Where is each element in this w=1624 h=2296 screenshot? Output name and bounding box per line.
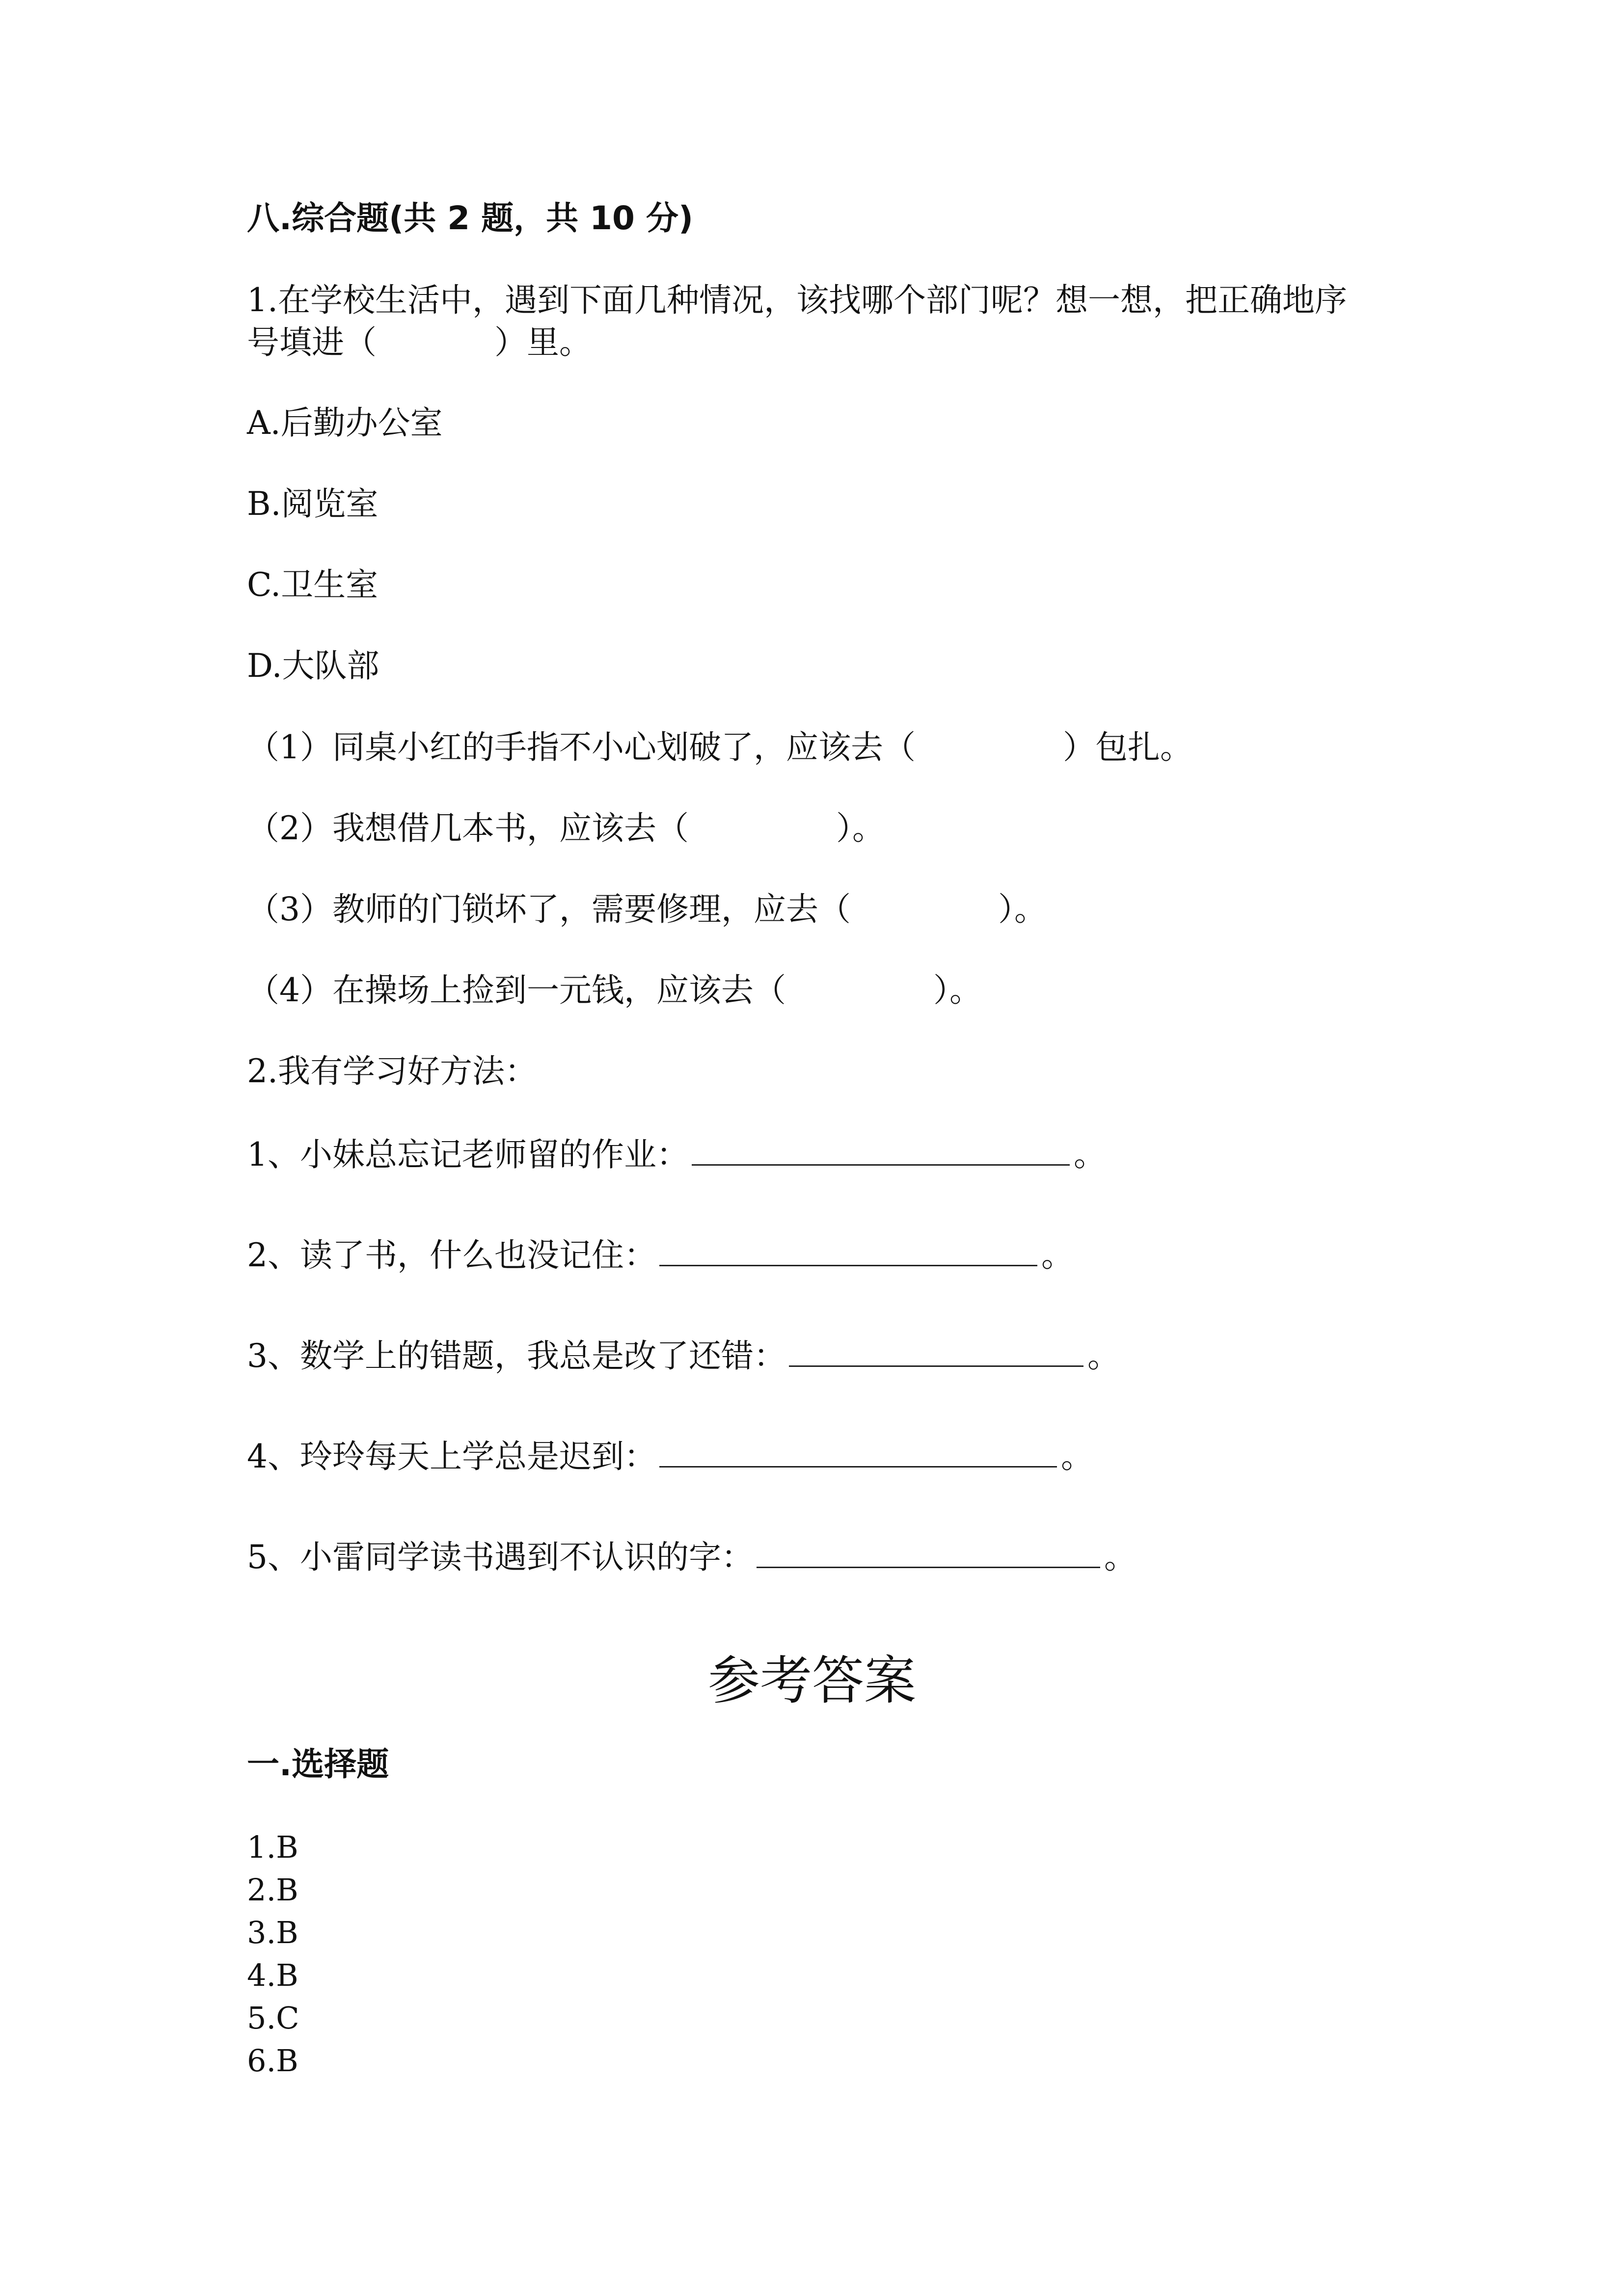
sub-question-3-end: ）。: [998, 890, 1047, 928]
sub-question-4-text: （4）在操场上捡到一元钱，应该去（: [247, 971, 786, 1009]
method-item-1-text: 1、小妹总忘记老师留的作业：: [247, 1136, 689, 1174]
question-2-title: 2.我有学习好方法：: [247, 1052, 537, 1090]
answer-line[interactable]: [692, 1134, 1070, 1166]
method-item-5-end: 。: [1104, 1538, 1137, 1576]
answer-item: 4.B: [247, 1957, 298, 1993]
sub-question-1-text: （1）同桌小红的手指不小心划破了，应该去（: [247, 728, 916, 766]
answer-line[interactable]: [789, 1335, 1083, 1367]
method-item-2-end: 。: [1041, 1236, 1074, 1274]
answer-item: 5.C: [247, 2000, 299, 2036]
answers-title: 参考答案: [708, 1651, 916, 1711]
method-item-1-end: 。: [1074, 1136, 1106, 1174]
method-item-2: [247, 1234, 1074, 1275]
sub-question-3: [247, 890, 1047, 929]
method-item-4-end: 。: [1061, 1438, 1093, 1475]
method-item-3-text: 3、数学上的错题，我总是改了还错：: [247, 1337, 786, 1375]
method-item-3-end: 。: [1087, 1337, 1120, 1375]
sub-question-2-text: （2）我想借几本书，应该去（: [247, 809, 689, 847]
sub-question-2: [247, 809, 885, 848]
method-item-1: [247, 1134, 1106, 1174]
method-item-2-text: 2、读了书，什么也没记住：: [247, 1236, 656, 1274]
method-item-3: [247, 1335, 1120, 1375]
method-item-4-text: 4、玲玲每天上学总是迟到：: [247, 1438, 656, 1475]
section-heading: 八.综合题(共 2 题，共 10 分): [247, 199, 694, 237]
sub-question-3-text: （3）教师的门锁坏了，需要修理，应去（: [247, 890, 851, 928]
option-b: B.阅览室: [247, 485, 379, 523]
option-c: C.卫生室: [247, 566, 379, 604]
method-item-5: [247, 1536, 1137, 1576]
question-1-text-continued: [247, 323, 592, 362]
question-1-suffix: ）里。: [494, 323, 592, 361]
answer-line[interactable]: [659, 1234, 1037, 1266]
question-1-prefix: 号填进（: [247, 323, 377, 361]
answer-item: 2.B: [247, 1872, 298, 1908]
answer-item: 3.B: [247, 1915, 298, 1950]
answer-line[interactable]: [659, 1436, 1057, 1468]
answer-line[interactable]: [757, 1536, 1100, 1568]
option-a: A.后勤办公室: [247, 404, 443, 442]
sub-question-1-end: ）包扎。: [1063, 728, 1192, 766]
answer-item: 6.B: [247, 2043, 298, 2079]
answer-item: 1.B: [247, 1829, 298, 1865]
sub-question-1: [247, 728, 1192, 767]
sub-question-4-end: ）。: [933, 971, 982, 1009]
method-item-5-text: 5、小雷同学读书遇到不认识的字：: [247, 1538, 754, 1576]
sub-question-4: [247, 971, 982, 1010]
option-d: D.大队部: [247, 647, 379, 685]
sub-question-2-end: ）。: [836, 809, 885, 847]
answers-section-heading: 一.选择题: [247, 1745, 389, 1783]
method-item-4: [247, 1436, 1093, 1476]
question-1-text: 1.在学校生活中，遇到下面几种情况，该找哪个部门呢？想一想，把正确地序: [247, 281, 1347, 319]
